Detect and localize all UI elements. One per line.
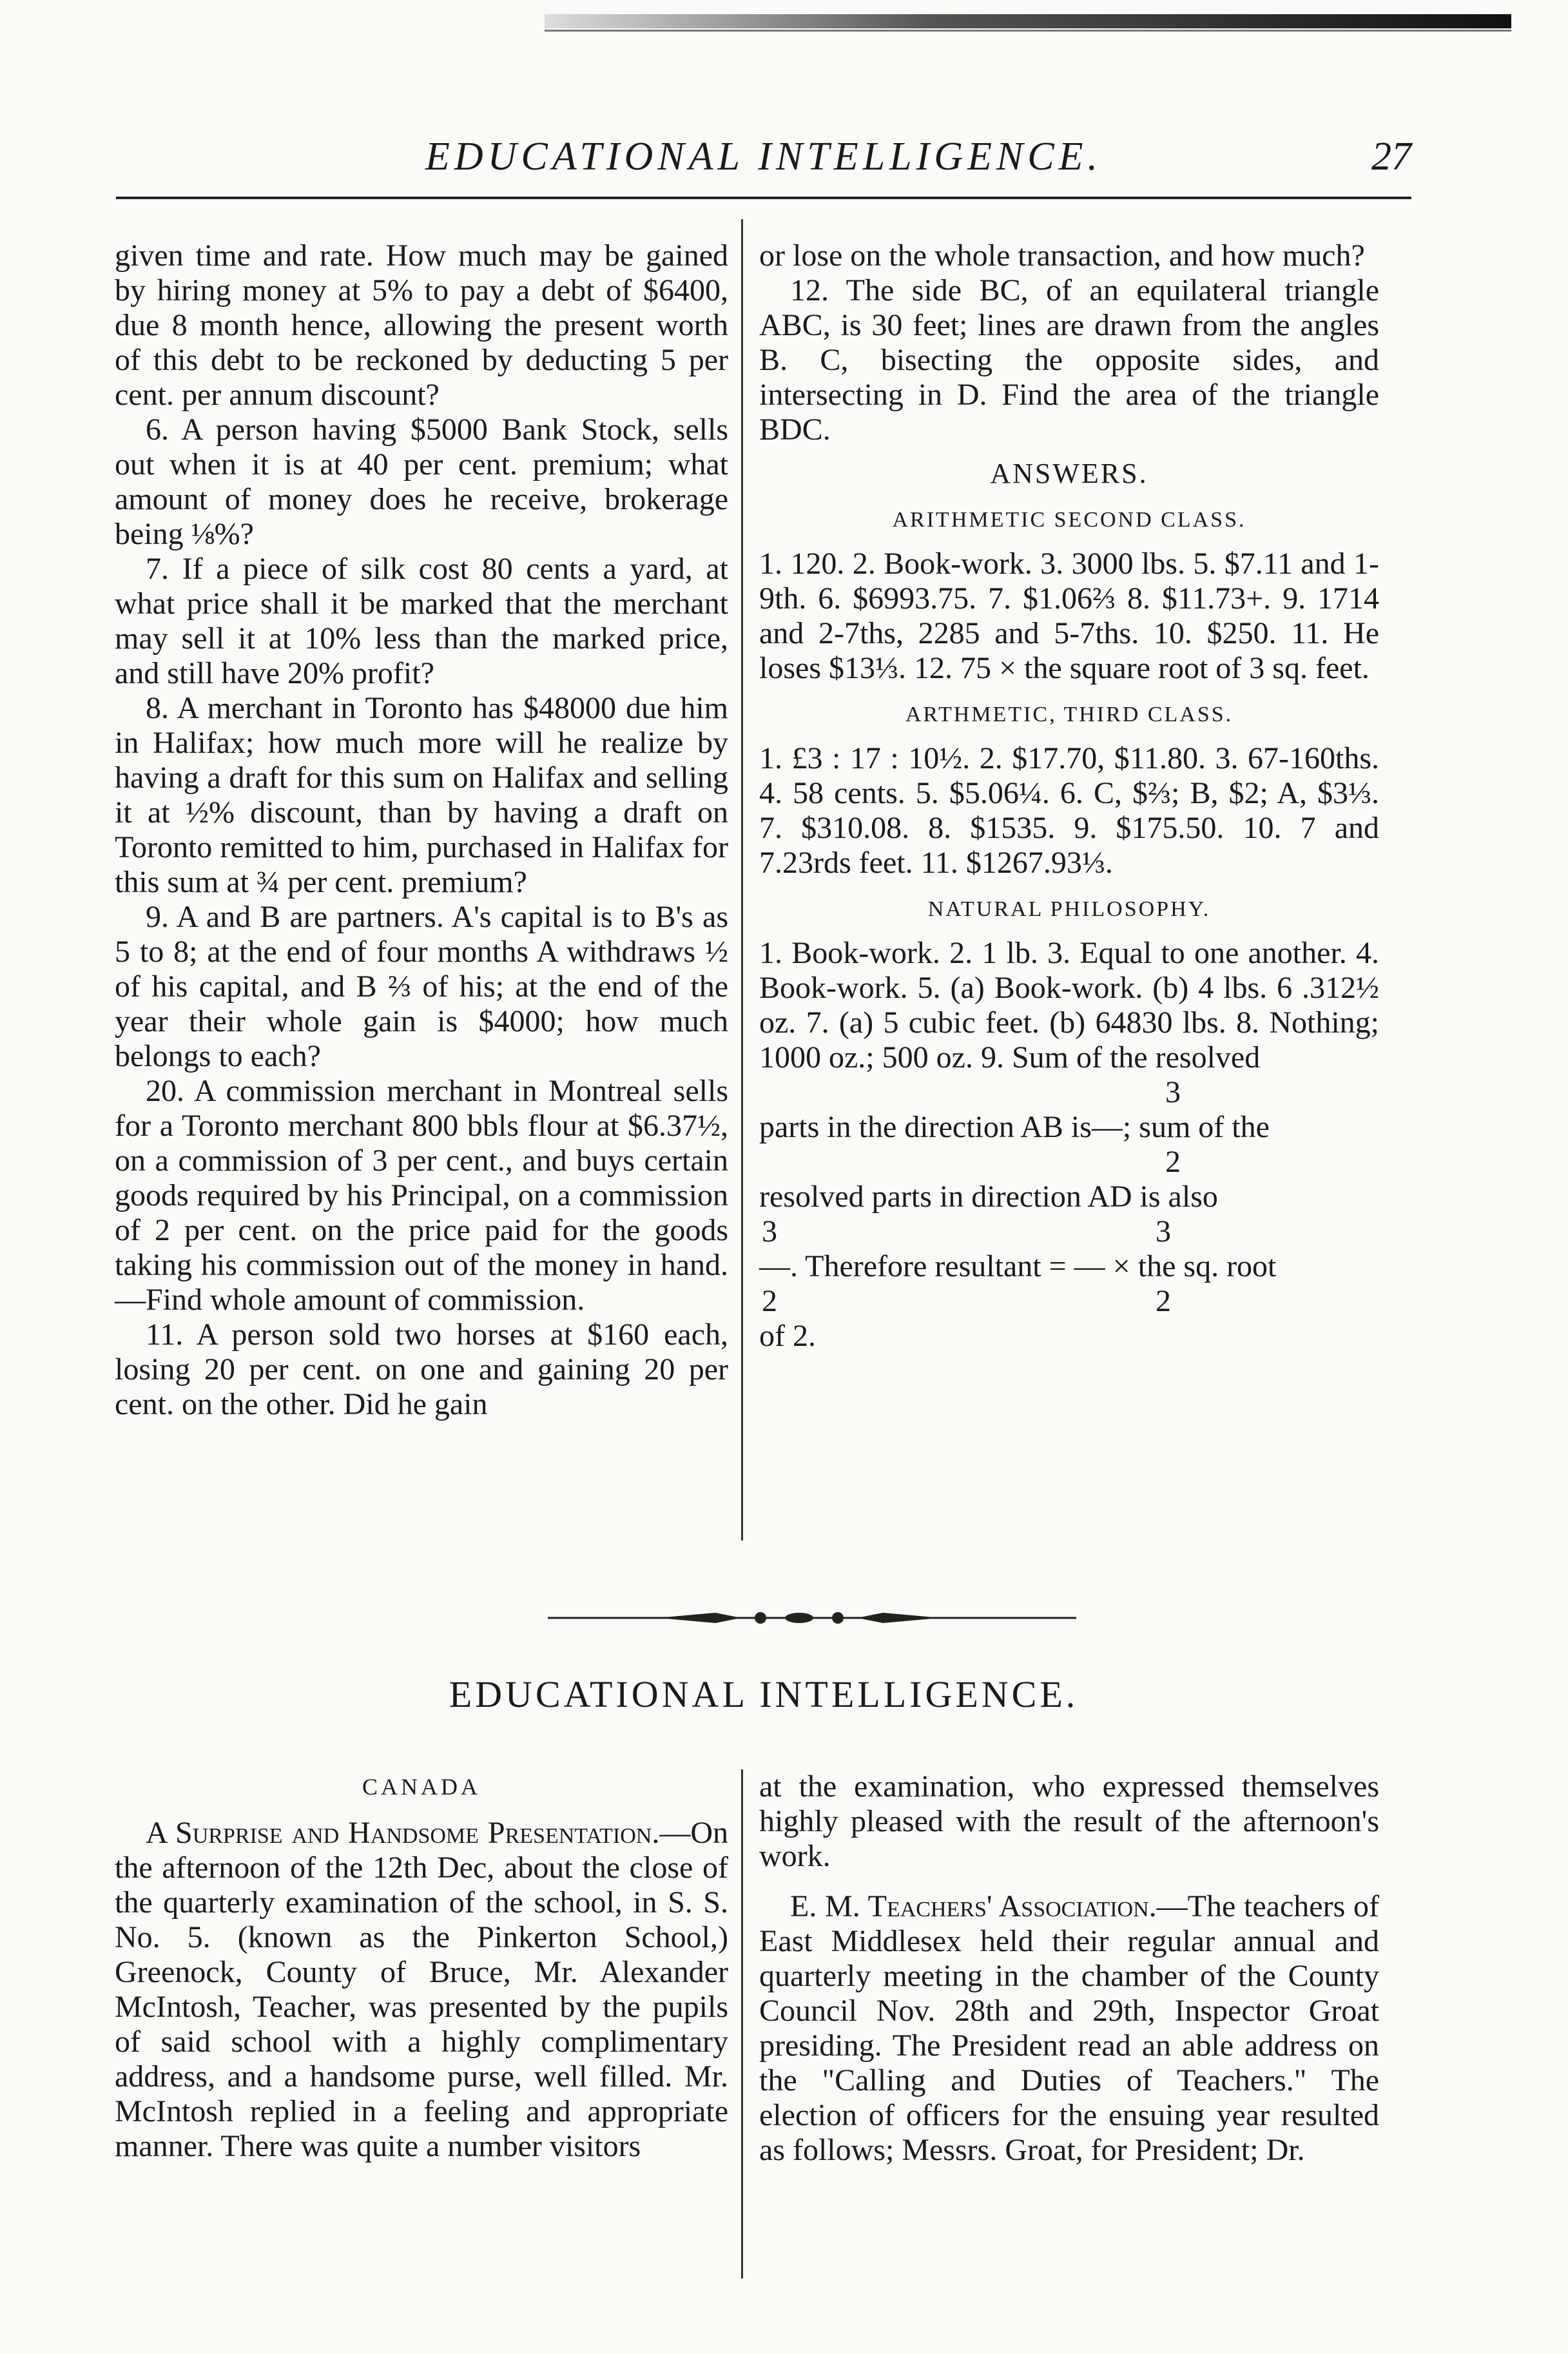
question-11: 11. A person sold two horses at $160 each, losing 20 per cent. on one and gaining 20 per cent. on the other. Did he gain [115,1318,728,1421]
section-title: EDUCATIONAL INTELLIGENCE. [449,1673,1079,1715]
fraction-denominator-row-1 [759,1145,1379,1180]
article-lead: A Surprise and Handsome Presentation. [146,1816,660,1850]
question-11-continued: or lose on the whole transaction, and how much? [759,238,1365,273]
ornamental-divider [548,1610,1076,1626]
lower-left-column [115,1769,728,2164]
fraction-denominator: 2 [1156,1284,1171,1318]
fraction-line-4 [759,1319,1379,1354]
fraction-numerator-row-2 [759,1214,1379,1249]
fraction-text: resolved parts in direction AD is also [759,1180,1218,1214]
fraction-text: —. Therefore resultant = — × the sq. root [759,1249,1277,1283]
article-lead: E. M. Teachers' Association. [790,1889,1157,1923]
arithmetic-second-class-answers: 1. 120. 2. Book-work. 3. 3000 lbs. 5. $7.11 and 1-9th. 6. $6993.75. 7. $1.06⅔ 8. $11.73+. 9. 1714 and 2-7ths, 2285 and 5-7ths. 10. $250. 11. He loses $13⅓. 12. 75 × the square root of 3 sq. feet. [759,547,1379,685]
fraction-text: of 2. [759,1319,816,1353]
natural-philosophy-heading: NATURAL PHILOSOPHY. [927,897,1211,921]
answers-heading: ANSWERS. [990,458,1148,489]
arithmetic-third-class-answers: 1. £3 : 17 : 10½. 2. $17.70, $11.80. 3. 67-160ths. 4. 58 cents. 5. $5.06¼. 6. C, $⅔; B, $2; A, $3⅓. 7. $310.08. 8. $1535. 9. $175.50. 10. 7 and 7.23rds feet. 11. $1267.93⅓. [759,741,1379,880]
fraction-numerator: 3 [1156,1214,1171,1249]
fraction-denominator: 2 [762,1284,777,1318]
question-7: 7. If a piece of silk cost 80 cents a yard, at what price shall it be marked that the merchant may sell it at 10% less than the marked price, and still have 20% profit? [115,552,728,690]
page-header [116,129,1411,180]
upper-left-column [115,238,728,1422]
column-divider-upper [741,219,743,1541]
fraction-numerator: 3 [1165,1075,1181,1109]
fraction-numerator: 3 [762,1214,777,1249]
fraction-text: parts in the direction AB is—; sum of the [759,1110,1270,1144]
fraction-line-1 [759,1110,1379,1145]
fraction-denominator-row-2 [759,1284,1379,1319]
natural-philosophy-answers: 1. Book-work. 2. 1 lb. 3. Equal to one another. 4. Book-work. 5. (a) Book-work. (b) 4 lbs. 6 .312½ oz. 7. (a) 5 cubic feet. (b) 64830 lbs. 8. Nothing; 1000 oz.; 500 oz. 9. Sum of the resolved [759,936,1379,1075]
question-8: 8. A merchant in Toronto has $48000 due him in Halifax; how much more will he realize by having a draft for this sum on Halifax and selling it at ½% discount, than by having a draft on Toronto remitted to him, purchased in Halifax for this sum at ¾ per cent. premium? [115,691,728,899]
running-head: EDUCATIONAL INTELLIGENCE. [425,135,1103,179]
question-20: 20. A commission merchant in Montreal sells for a Toronto merchant 800 bbls flour at $6.37½, on a commission of 3 per cent., and buys certain goods required by his Principal, on a commission of 2 per cent. on the price paid for the goods taking his commission out of the money in hand.—Find whole amount of commission. [115,1074,728,1317]
arithmetic-third-class-heading: ARTHMETIC, THIRD CLASS. [905,703,1234,726]
association-article [759,1889,1379,2168]
fraction-line-3 [759,1249,1379,1284]
presentation-article [115,1816,728,2164]
article-continued: at the examination, who expressed themselves highly pleased with the result of the afternoon's work. [759,1769,1379,1873]
question-12: 12. The side BC, of an equilateral triangle ABC, is 30 feet; lines are drawn from the angles B. C, bisecting the opposite sides, and intersecting in D. Find the area of the triangle BDC. [759,273,1379,447]
question-continued: given time and rate. How much may be gained by hiring money at 5% to pay a debt of $6400, due 8 month hence, allowing the present worth of this debt to be reckoned by deducting 5 per cent. per annum discount? [115,238,728,412]
fraction-line-2 [759,1180,1379,1214]
article-body: —The teachers of East Middlesex held their regular annual and quarterly meeting in the chamber of the County Council Nov. 28th and 29th, Inspector Groat presiding. The President read an able address on the "Calling and Duties of Teachers." The election of officers for the ensuing year resulted as follows; Messrs. Groat, for President; Dr. [759,1889,1379,2167]
canada-heading: CANADA [362,1774,481,1800]
arithmetic-second-class-heading: ARITHMETIC SECOND CLASS. [892,508,1246,532]
lower-right-column [759,1769,1379,2168]
upper-right-column [759,238,1379,1354]
fraction-denominator: 2 [1165,1145,1181,1179]
header-rule [116,197,1411,199]
top-decorative-rule [545,14,1511,28]
question-6: 6. A person having $5000 Bank Stock, sells out when it is at 40 per cent. premium; what amount of money does he receive, brokerage being ⅛%? [115,413,728,551]
top-thin-rule [545,30,1511,32]
page-number: 27 [1371,135,1411,179]
column-divider-lower [741,1769,743,2279]
article-body: —On the afternoon of the 12th Dec, about the close of the quarterly examination of the school, in S. S. No. 5. (known as the Pinkerton School,) Greenock, County of Bruce, Mr. Alexander McIntosh, Teacher, was presented by the pupils of said school with a highly complimentary address, and a handsome purse, well filled. Mr. McIntosh replied in a feeling and appropriate manner. There was quite a number visitors [115,1816,728,2163]
question-9: 9. A and B are partners. A's capital is to B's as 5 to 8; at the end of four months A withdraws ½ of his capital, and B ⅔ of his; at the end of the year their whole gain is $4000; how much belongs to each? [115,900,728,1073]
fraction-numerator-row-1 [759,1075,1379,1110]
